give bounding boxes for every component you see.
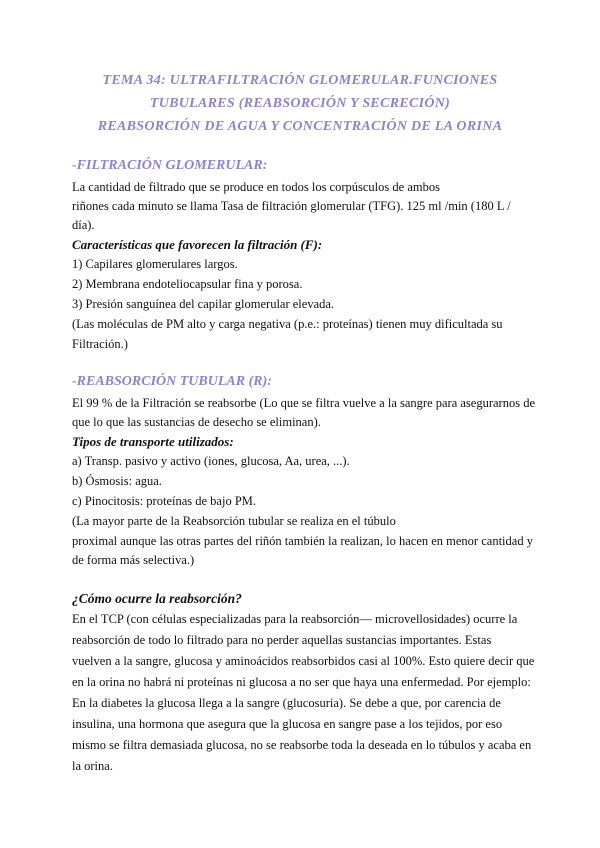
list-item: c) Pinocitosis: proteínas de bajo PM. (72, 494, 257, 508)
paragraph-line: la orina. (72, 759, 113, 773)
note-line: proximal aunque las otras partes del riñón también la realizan, lo hacen en menor cantidad y (72, 534, 533, 548)
subheading-caracteristicas: Características que favorecen la filtración (F): (72, 237, 323, 252)
note-line: (La mayor parte de la Reabsorción tubular se realiza en el túbulo (72, 514, 396, 528)
list-item: 3) Presión sanguínea del capilar glomerular elevada. (72, 297, 335, 311)
list-item: 2) Membrana endoteliocapsular fina y porosa. (72, 277, 303, 291)
paragraph-line: en la orina no habrá ni proteínas ni glucosa a no ser que haya una enfermedad. Por ejemplo: (72, 675, 531, 689)
paragraph-line: riñones cada minuto se llama Tasa de filtración glomerular (TFG). 125 ml /min (180 L / (72, 199, 511, 213)
title-line-3: REABSORCIÓN DE AGUA Y CONCENTRACIÓN DE LA ORINA (97, 119, 503, 134)
paragraph-line: mismo se filtra demasiada glucosa, no se reabsorbe toda la deseada en lo túbulos y acaba en (72, 738, 532, 752)
paragraph-line: En la diabetes la glucosa llega a la sangre (glucosuria). Se debe a que, por carencia de (72, 696, 501, 710)
note-line: Filtración.) (72, 337, 128, 351)
note-line: de forma más selectiva.) (72, 553, 195, 567)
section-heading-reabsorcion: -REABSORCIÓN TUBULAR (R): (72, 374, 272, 389)
list-item: 1) Capilares glomerulares largos. (72, 257, 238, 271)
note-line: (Las moléculas de PM alto y carga negativa (p.e.: proteínas) tienen muy dificultada su (72, 317, 503, 331)
paragraph-line: que lo que las sustancias de desecho se eliminan). (72, 415, 321, 429)
paragraph-line: insulina, una hormona que asegura que la glucosa en sangre pase a los tejidos, por eso (72, 717, 503, 731)
paragraph-line: vuelven a la sangre, glucosa y aminoácidos reabsorbidos casi al 100%. Esto quiere decir que (72, 654, 535, 668)
list-item: b) Ósmosis: agua. (72, 474, 162, 488)
paragraph-line: reabsorción de todo lo filtrado para no perder aquellas sustancias importantes. Estas (72, 633, 492, 647)
subheading-tipos-transporte: Tipos de transporte utilizados: (72, 434, 234, 449)
title-line-2: TUBULARES (REABSORCIÓN Y SECRECIÓN) (149, 96, 451, 111)
title-line-1: TEMA 34: ULTRAFILTRACIÓN GLOMERULAR.FUNCIONES (102, 73, 498, 88)
paragraph-line: En el TCP (con células especializadas para la reabsorción— microvellosidades) ocurre la (72, 612, 518, 626)
section-heading-como: ¿Cómo ocurre la reabsorción? (72, 591, 242, 606)
section-heading-filtracion: -FILTRACIÓN GLOMERULAR: (72, 158, 268, 173)
paragraph-line: La cantidad de filtrado que se produce en todos los corpúsculos de ambos (72, 180, 440, 194)
paragraph-line: El 99 % de la Filtración se reabsorbe (Lo que se filtra vuelve a la sangre para asegurarnos de (72, 396, 536, 410)
paragraph-line: día). (72, 218, 95, 232)
list-item: a) Transp. pasivo y activo (iones, glucosa, Aa, urea, ...). (72, 454, 350, 468)
